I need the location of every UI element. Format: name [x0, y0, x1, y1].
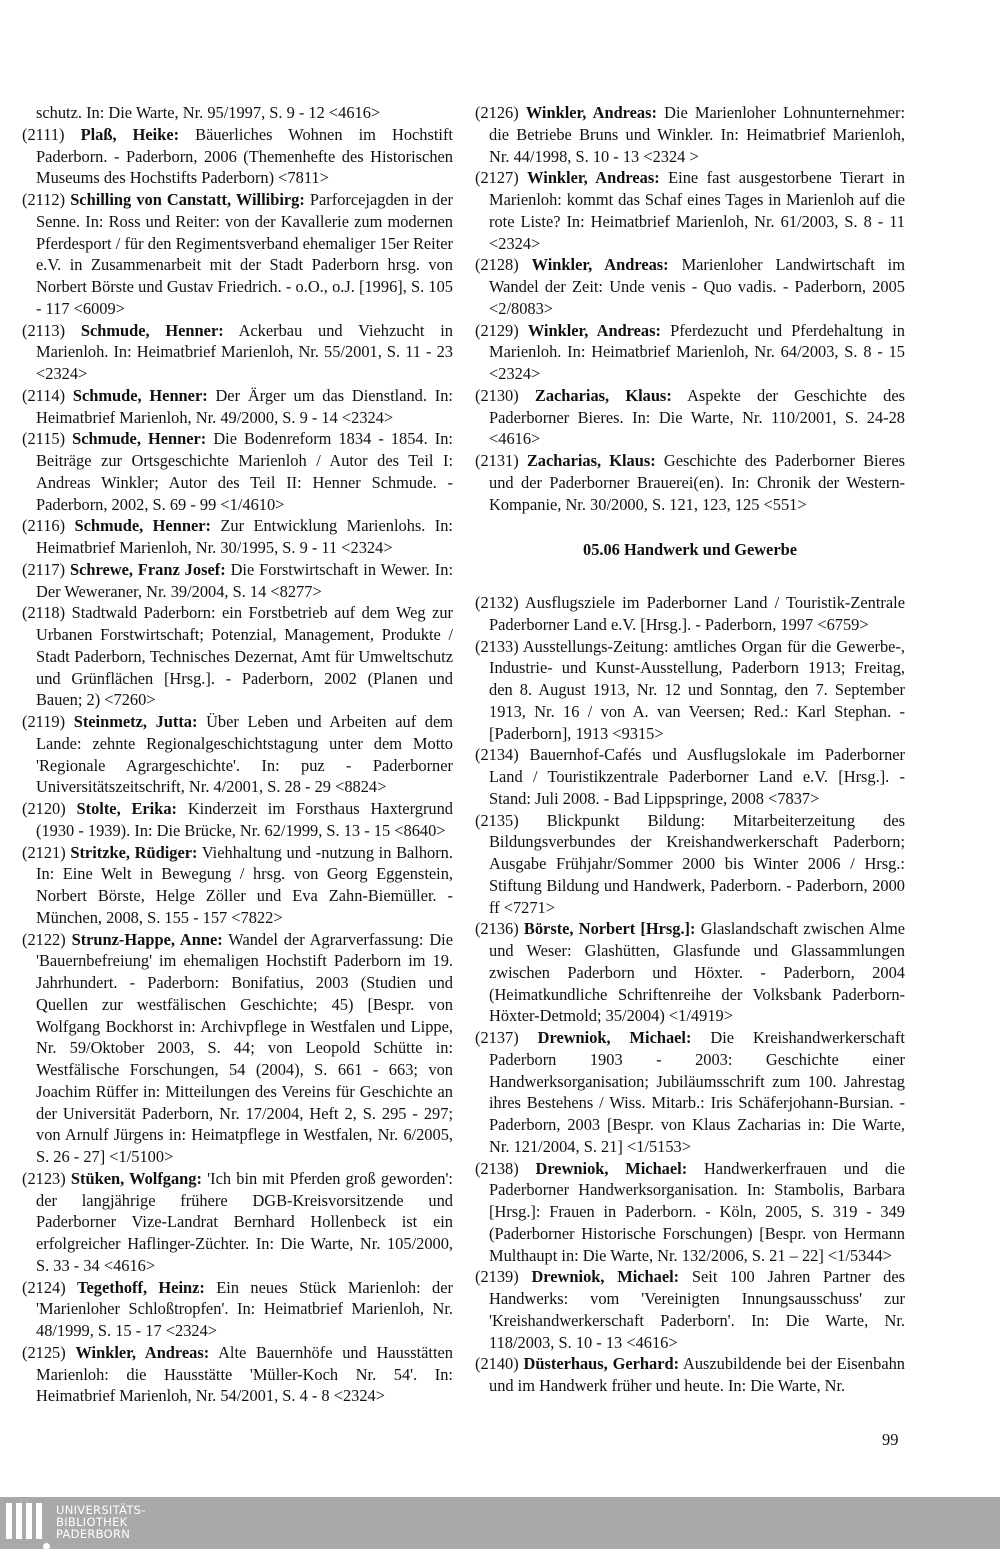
entry-text: Pferdezucht und Pferdehaltung in Marienloh. In: Heimatbrief Marienloh, Nr. 64/2003, S. 8 - 15 <2324>	[489, 320, 905, 383]
entry-author: Schilling von Canstatt, Willibirg:	[70, 190, 305, 209]
entry-number: (2138)	[475, 1158, 519, 1178]
entry-number: (2134)	[475, 745, 519, 765]
entry-text: Die Kreishandwerkerschaft Paderborn 1903 - 2003: Geschichte einer Handwerksorganisation; Jubiläumsschrift zum 100. Jahrestag ihres Bestehens / Wiss. Mitarb.: Iris Schäferjohann-Bursian. - Paderborn, 2003 [Bespr. von Klaus Zacharias in: Die Warte, Nr. 121/2004, S. 21] <1/5153>	[489, 1028, 905, 1156]
entry-number: (2129)	[475, 320, 519, 340]
bibliography-entry	[22, 559, 453, 603]
left-column	[22, 102, 453, 1407]
entry-text: Kinderzeit im Forsthaus Haxtergrund (1930 - 1939). In: Die Brücke, Nr. 62/1999, S. 13 - 15 <8640>	[36, 799, 453, 840]
logo-line-3: PADERBORN	[56, 1526, 131, 1541]
entry-number: (2132)	[475, 593, 519, 612]
entry-number: (2115)	[22, 429, 66, 449]
entry-text: 'Ich bin mit Pferden groß geworden': der langjährige frühere DGB-Kreisvorsitzende und Paderborner Vize-Landrat Bernhard Hollenbeck ist ein erfolgreicher Haflinger-Züchter. In: Die Warte, Nr. 105/2000, S. 33 - 34 <4616>	[36, 1168, 453, 1275]
entry-text: Die Marienloher Lohnunternehmer: die Betriebe Bruns und Winkler. In: Heimatbrief Marienloh, Nr. 44/1998, S. 10 - 13 <2324 >	[489, 103, 905, 166]
library-footer	[0, 1497, 1000, 1549]
entry-number: (2130)	[475, 385, 519, 405]
entry-author: Plaß, Heike:	[80, 124, 180, 144]
entry-author: Schmude, Henner:	[74, 516, 211, 536]
entry-text: Blickpunkt Bildung: Mitarbeiterzeitung des Bildungsverbundes der Kreishandwerkerschaft Paderborn; Ausgabe Frühjahr/Sommer 2000 bis Winter 2006 / Hrsg.: Stiftung Bildung und Handwerk, Paderborn. - Paderborn, 2000 ff <7271>	[489, 810, 905, 917]
entry-author: Strunz-Happe, Anne:	[71, 929, 223, 949]
entry-author: Zacharias, Klaus:	[534, 385, 672, 405]
entry-author: Düsterhaus, Gerhard:	[523, 1354, 680, 1374]
entry-text: Bäuerliches Wohnen im Hochstift Paderborn. - Paderborn, 2006 (Themenhefte des Historischen Museums des Hochstifts Paderborn) <7811>	[36, 124, 453, 188]
entry-author: Börste, Norbert [Hrsg.]:	[523, 919, 696, 939]
entry-author: Drewniok, Michael:	[535, 1158, 688, 1178]
bibliography-entry	[22, 1342, 453, 1407]
entry-author: Schrewe, Franz Josef:	[70, 559, 226, 579]
entry-author: Winkler, Andreas:	[527, 168, 660, 188]
bibliography-entry	[475, 1158, 905, 1267]
entry-number: (2128)	[475, 255, 519, 275]
bibliography-entry	[22, 515, 453, 559]
entry-text: schutz. In: Die Warte, Nr. 95/1997, S. 9 - 12 <4616>	[36, 103, 381, 122]
right-column	[475, 102, 905, 1397]
bibliography-entry	[475, 167, 905, 254]
bibliography-entry	[22, 1277, 453, 1342]
entry-text: Bauernhof-Cafés und Ausflugslokale im Paderborner Land / Touristikzentrale Paderborner Land e.V. [Hrsg.]. - Stand: Juli 2008. - Bad Lippspringe, 2008 <7837>	[489, 745, 905, 808]
entry-number: (2136)	[475, 919, 519, 939]
entry-text: Ackerbau und Viehzucht in Marienloh. In: Heimatbrief Marienloh, Nr. 55/2001, S. 11 - 23 <2324>	[36, 320, 453, 383]
entry-text: Alte Bauernhöfe und Hausstätten Marienloh: die Hausstätte 'Müller-Koch Nr. 54'. In: Heimatbrief Marienloh, Nr. 54/2001, S. 4 - 8 <2324>	[36, 1342, 454, 1406]
bibliography-entry	[475, 592, 905, 636]
entry-author: Stüken, Wolfgang:	[70, 1168, 202, 1188]
bibliography-entry	[22, 428, 453, 515]
bibliography-entry	[475, 636, 905, 745]
entry-text: Auszubildende bei der Eisenbahn und im Handwerk früher und heute. In: Die Warte, Nr.	[489, 1354, 905, 1395]
bibliography-entry	[475, 1266, 905, 1353]
entry-text: Handwerkerfrauen und die Paderborner Handwerksorganisation. In: Stambolis, Barbara [Hrsg.]: Frauen in Paderborn. - Köln, 2005, S. 319 - 349 (Paderborner Historische Forschungen) [Bespr. von Hermann Multhaupt in: Die Warte, Nr. 132/2006, S. 21 – 22] <1/5344>	[489, 1158, 905, 1265]
logo-line-2: BIBLIOTHEK	[56, 1514, 128, 1529]
page-number: 99	[882, 1430, 899, 1449]
entry-text: Zur Entwicklung Marienlohs. In: Heimatbrief Marienloh, Nr. 30/1995, S. 9 - 11 <2324>	[36, 516, 453, 557]
entry-author: Winkler, Andreas:	[531, 255, 669, 275]
entry-number: (2131)	[475, 451, 519, 470]
bibliography-entry	[475, 320, 905, 385]
bibliography-entry	[475, 102, 905, 167]
bibliography-entry	[475, 744, 905, 809]
right-entries-before	[475, 102, 905, 515]
bibliography-entry	[22, 602, 453, 711]
bibliography-entry	[475, 254, 905, 319]
entry-number: (2139)	[475, 1267, 519, 1287]
bibliography-entry	[22, 189, 453, 320]
logo-line-1: UNIVERSITÄTS-	[56, 1503, 146, 1517]
entry-text: Ausstellungs-Zeitung: amtliches Organ für die Gewerbe-, Industrie- und Kunst-Ausstellung, Paderborn 1913; Freitag, den 8. August 1913, Nr. 12 und Sonntag, den 7. September 1913, Nr. 16 / von A. van Veersen; Red.: Karl Stephan. - [Paderborn], 1913 <9315>	[489, 636, 905, 743]
entry-number: (2111)	[22, 124, 65, 144]
entry-text: Parforcejagden in der Senne. In: Ross und Reiter: von der Kavallerie zum modernen Pferdesport / für den Regimentsverband ehemaliger 15er Reiter e.V. in Zusammenarbeit mit der Stadt Paderborn hrsg. von Norbert Börste und Gustav Friedrich. - o.O., o.J. [1996], S. 105 - 117 <6009>	[36, 190, 453, 318]
entry-author: Stolte, Erika:	[76, 799, 178, 818]
entry-author: Tegethoff, Heinz:	[77, 1277, 205, 1297]
bibliography-entry	[475, 450, 905, 515]
entry-text: Wandel der Agrarverfassung: Die 'Bauernbefreiung' im ehemaligen Hochstift Paderborn im 19. Jahrhundert. - Paderborn: Bonifatius, 2003 (Studien und Quellen zur westfälischen Geschichte; 45) [Bespr. von Wolfgang Bockhorst in: Archivpflege in Westfalen und Lippe, Nr. 59/Oktober 2003, S. 44; von Leopold Schütte in: Westfälische Forschungen, 54 (2004), S. 661 - 663; von Joachim Rüffer in: Mitteilungen des Vereins für Geschichte an der Universität Paderborn, Nr. 17/2004, Heft 2, S. 295 - 297; von Arnulf Jürgens in: Heimatpflege in Westfalen, Nr. 6/2005, S. 26 - 27] <1/5100>	[36, 929, 453, 1166]
entry-author: Schmude, Henner:	[80, 320, 224, 340]
entry-author: Winkler, Andreas:	[525, 103, 657, 122]
entry-number: (2127)	[475, 168, 519, 188]
bibliography-entry	[22, 124, 453, 189]
bibliography-entry	[22, 711, 453, 798]
entry-number: (2122)	[22, 929, 66, 949]
entry-number: (2137)	[475, 1028, 519, 1047]
entry-text: Glaslandschaft zwischen Alme und Weser: Glashütten, Glasfunde und Glassammlungen zwischen Paderborn und Höxter. - Paderborn, 2004 (Heimatkundliche Schriftenreihe der Volksbank Paderborn-Höxter-Detmold; 35/2004) <1/4919>	[489, 919, 906, 1026]
entry-author: Schmude, Henner:	[72, 385, 208, 405]
bibliography-entry	[22, 1168, 453, 1277]
bibliography-entry	[22, 102, 453, 124]
library-logo-text	[56, 1505, 146, 1540]
bibliography-entry	[475, 385, 905, 450]
bibliography-entry	[475, 918, 905, 1027]
entry-text: Die Forstwirtschaft in Wewer. In: Der Weweraner, Nr. 39/2004, S. 14 <8277>	[36, 559, 453, 601]
entry-number: (2121)	[22, 842, 66, 862]
entry-author: Schmude, Henner:	[72, 429, 207, 449]
entry-text: Stadtwald Paderborn: ein Forstbetrieb auf dem Weg zur Urbanen Forstwirtschaft; Potenzial, Management, Produkte / Stadt Paderborn, Technisches Dezernat, Amt für Umweltschutz und Grünflächen [Hrsg.]. - Paderborn, 2002 (Planen und Bauen; 2) <7260>	[36, 603, 453, 710]
bibliography-entry	[475, 810, 905, 919]
entry-text: Geschichte des Paderborner Bieres und der Paderborner Brauerei(en). In: Chronik der Western-Kompanie, Nr. 30/2000, S. 121, 123, 125 <551>	[489, 451, 905, 514]
entry-text: Der Ärger um das Dienstland. In: Heimatbrief Marienloh, Nr. 49/2000, S. 9 - 14 <2324>	[36, 385, 453, 427]
entry-author: Zacharias, Klaus:	[526, 451, 656, 470]
entry-text: Ein neues Stück Marienloh: der 'Marienloher Schloßtropfen'. In: Heimatbrief Marienloh, Nr. 48/1999, S. 15 - 17 <2324>	[36, 1277, 453, 1340]
bibliography-entry	[22, 929, 453, 1168]
entry-number: (2125)	[22, 1342, 66, 1362]
entry-text: Ausflugsziele im Paderborner Land / Touristik-Zentrale Paderborner Land e.V. [Hrsg.]. - Paderborn, 1997 <6759>	[489, 593, 905, 634]
section-heading: 05.06 Handwerk und Gewerbe	[583, 540, 797, 560]
bibliography-entry	[22, 842, 453, 929]
entry-author: Drewniok, Michael:	[537, 1028, 692, 1047]
entry-text: Viehhaltung und -nutzung in Balhorn. In: Eine Welt in Bewegung / hrsg. von Georg Eggenstein, Norbert Börste, Helge Zöller und Eva Zahn-Biemüller. - München, 2008, S. 155 - 157 <7822>	[36, 842, 453, 927]
entry-text: Aspekte der Geschichte des Paderborner Bieres. In: Die Warte, Nr. 110/2001, S. 24-28 <4616>	[489, 385, 905, 449]
entry-text: Die Bodenreform 1834 - 1854. In: Beiträge zur Ortsgeschichte Marienloh / Autor des Teil I: Andreas Winkler; Autor des Teil II: Henner Schmude. - Paderborn, 2002, S. 69 - 99 <1/4610>	[36, 429, 453, 514]
entry-number: (2124)	[22, 1277, 66, 1297]
entry-text: Eine fast ausgestorbene Tierart in Marienloh: kommt das Schaf eines Tages in Marienloh auf die rote Liste? In: Heimatbrief Marienloh, Nr. 61/2003, S. 8 - 11 <2324>	[489, 168, 905, 253]
entry-number: (2133)	[475, 636, 519, 656]
entry-text: Über Leben und Arbeiten auf dem Lande: zehnte Regionalgeschichtstagung unter dem Motto 'Regionale Agrargeschichte'. In: puz - Paderborner Universitätszeitschrift, Nr. 4/2001, S. 28 - 29 <8824>	[36, 712, 453, 797]
entry-number: (2126)	[475, 103, 519, 122]
entry-number: (2112)	[22, 190, 66, 209]
bibliography-entry	[475, 1027, 905, 1158]
entry-number: (2120)	[22, 799, 66, 818]
bibliography-entry	[22, 385, 453, 429]
entry-author: Winkler, Andreas:	[75, 1342, 210, 1362]
entry-number: (2114)	[22, 385, 66, 405]
entry-author: Drewniok, Michael:	[531, 1267, 680, 1287]
bibliography-entry	[475, 1353, 905, 1397]
entry-text: Marienloher Landwirtschaft im Wandel der Zeit: Unde venis - Quo vadis. - Paderborn, 2005 <2/8083>	[489, 255, 905, 318]
entry-number: (2135)	[475, 810, 519, 830]
entry-number: (2116)	[22, 516, 66, 536]
entry-author: Winkler, Andreas:	[527, 320, 661, 340]
entry-number: (2117)	[22, 559, 66, 579]
entry-number: (2140)	[475, 1354, 519, 1374]
entry-number: (2123)	[22, 1168, 66, 1188]
library-logo-icon	[6, 1503, 50, 1545]
bibliography-entry	[22, 320, 453, 385]
right-entries-after	[475, 592, 905, 1397]
entry-number: (2118)	[22, 603, 66, 623]
entry-author: Steinmetz, Jutta:	[73, 712, 198, 731]
entry-number: (2113)	[22, 320, 66, 340]
bibliography-entry	[22, 798, 453, 842]
entry-number: (2119)	[22, 712, 66, 731]
entry-author: Stritzke, Rüdiger:	[70, 842, 198, 862]
entry-text: Seit 100 Jahren Partner des Handwerks: vom 'Vereinigten Innungsausschuss' zur 'Kreishandwerkerschaft Paderborn'. In: Die Warte, Nr. 118/2003, S. 10 - 13 <4616>	[489, 1267, 905, 1352]
